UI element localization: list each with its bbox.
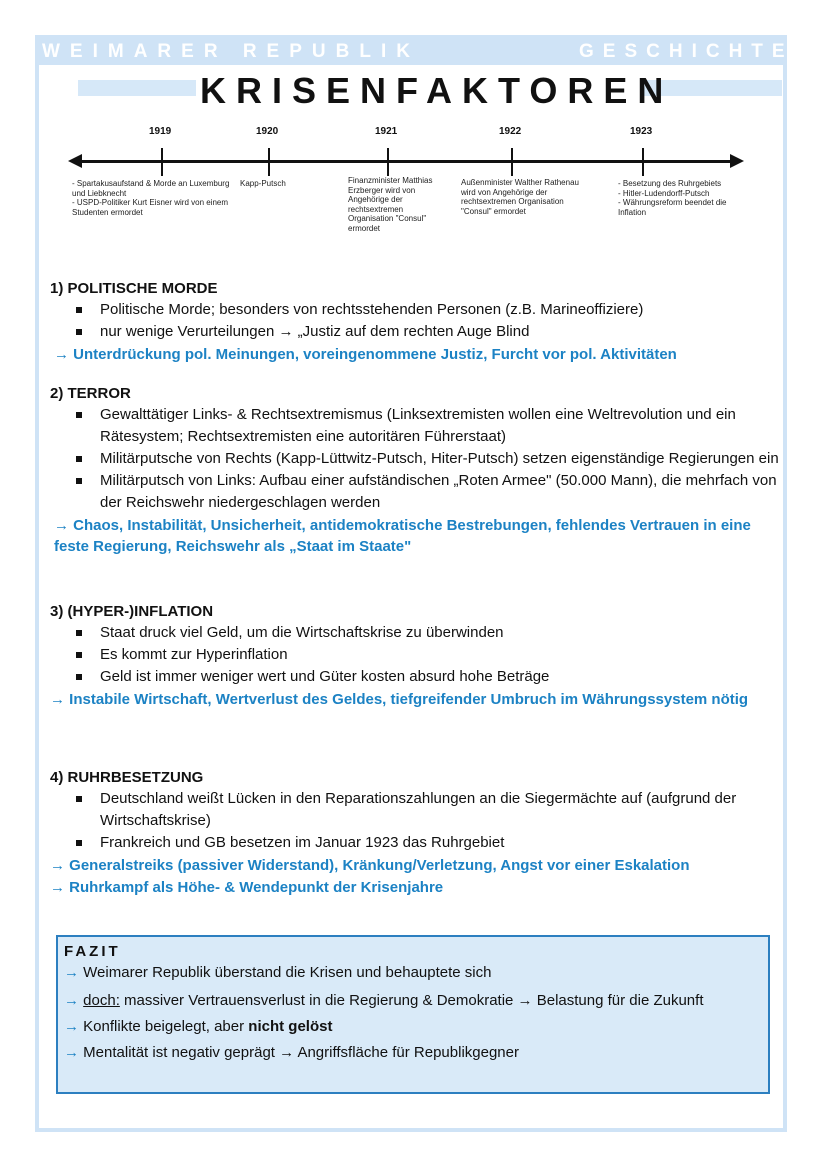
list-item: Politische Morde; besonders von rechtsstehenden Personen (z.B. Marineoffiziere) bbox=[100, 299, 780, 321]
timeline-note-1922: Außenminister Walther Rathenau wird von Angehörige der rechtsextremen Organisation "Consul" ermordet bbox=[461, 178, 579, 216]
fazit-line bbox=[64, 1014, 762, 1040]
timeline-tick bbox=[387, 148, 389, 176]
timeline-tick bbox=[642, 148, 644, 176]
page-title: KRISENFAKTOREN bbox=[200, 70, 674, 111]
list-item: Militärputsch von Links: Aufbau einer aufständischen „Roten Armee" (50.000 Mann), die mehrfach von der Reichswehr niedergeschlagen werden bbox=[100, 470, 800, 514]
fazit-text: Weimarer Republik überstand die Krisen und behauptete sich bbox=[83, 964, 492, 981]
list-item: Militärputsche von Rechts (Kapp-Lüttwitz-Putsch, Hiter-Putsch) setzen eigenständige Regierungen ein bbox=[100, 448, 800, 470]
list-item: Staat druck viel Geld, um die Wirtschaftskrise zu überwinden bbox=[100, 622, 780, 644]
section-inflation bbox=[50, 603, 780, 710]
fazit-emphasis: doch: bbox=[83, 992, 120, 1009]
timeline-year: 1920 bbox=[256, 126, 279, 137]
timeline-note-1919: - Spartakusaufstand & Morde an Luxemburg und Liebknecht - USPD-Politiker Kurt Eisner wird von einem Studenten ermordet bbox=[72, 179, 230, 217]
timeline-year: 1921 bbox=[375, 126, 398, 137]
timeline-tick bbox=[511, 148, 513, 176]
list-item: Gewalttätiger Links- & Rechtsextremismus (Linksextremisten wollen eine Weltrevolution und ein Rätesystem; Rechtsextremisten eine autoritären Führerstaat) bbox=[100, 404, 800, 448]
timeline-year: 1919 bbox=[149, 126, 172, 137]
section-terror bbox=[50, 385, 780, 557]
fazit-text: massiver Vertrauensverlust in die Regierung & Demokratie → Belastung für die Zukunft bbox=[119, 992, 704, 1009]
section-title: 1) POLITISCHE MORDE bbox=[50, 280, 218, 297]
list-item: nur wenige Verurteilungen → „Justiz auf dem rechten Auge Blind bbox=[100, 321, 780, 343]
section-conclusion: → Instabile Wirtschaft, Wertverlust des Geldes, tiefgreifender Umbruch im Währungssystem nötig bbox=[50, 691, 749, 708]
header-subject: WEIMARER REPUBLIK bbox=[42, 41, 420, 62]
list-item: Deutschland weißt Lücken in den Reparationszahlungen an die Siegermächte auf (aufgrund der Wirtschaftskrise) bbox=[100, 788, 800, 832]
section-conclusion: → Chaos, Instabilität, Unsicherheit, antidemokratische Bestrebungen, fehlendes Vertrauen in eine feste Regierung, Reichswehr als „Staat im Staate" bbox=[54, 517, 751, 555]
fazit-bold: nicht gelöst bbox=[248, 1018, 333, 1035]
timeline-tick bbox=[161, 148, 163, 176]
bullet-list bbox=[50, 622, 780, 688]
list-item: Geld ist immer weniger wert und Güter kosten absurd hohe Beträge bbox=[100, 666, 780, 688]
section-title: 3) (HYPER-)INFLATION bbox=[50, 603, 214, 620]
section-politische-morde bbox=[50, 280, 780, 365]
arrow-icon: → bbox=[64, 1044, 79, 1061]
section-conclusion: → Generalstreiks (passiver Widerstand), Kränkung/Verletzung, Angst vor einer Eskalation bbox=[50, 857, 690, 874]
timeline-year: 1923 bbox=[630, 126, 653, 137]
title-strip-left bbox=[78, 80, 196, 96]
timeline-year: 1922 bbox=[499, 126, 522, 137]
list-item: Frankreich und GB besetzen im Januar 1923 das Ruhrgebiet bbox=[100, 832, 800, 854]
section-title: 2) TERROR bbox=[50, 385, 131, 402]
fazit-text: Mentalität ist negativ geprägt → Angriffsfläche für Republikgegner bbox=[83, 1044, 519, 1061]
list-item: Es kommt zur Hyperinflation bbox=[100, 644, 780, 666]
fazit-line bbox=[64, 960, 762, 986]
timeline-arrow-left bbox=[68, 154, 82, 168]
arrow-icon: → bbox=[64, 992, 79, 1009]
bullet-list bbox=[50, 299, 780, 343]
section-ruhrbesetzung bbox=[50, 769, 780, 898]
arrow-icon: → bbox=[64, 1018, 79, 1035]
timeline-axis bbox=[75, 160, 735, 163]
fazit-box bbox=[56, 935, 770, 1094]
timeline-arrow-right bbox=[730, 154, 744, 168]
fazit-title: FAZIT bbox=[64, 943, 121, 960]
header-category: GESCHICHTE bbox=[579, 41, 794, 62]
arrow-icon: → bbox=[64, 964, 79, 981]
fazit-text: Konflikte beigelegt, aber bbox=[83, 1018, 249, 1035]
bullet-list bbox=[50, 788, 800, 854]
fazit-line bbox=[64, 990, 762, 1012]
section-conclusion: → Unterdrückung pol. Meinungen, voreingenommene Justiz, Furcht vor pol. Aktivitäten bbox=[54, 346, 677, 363]
bullet-list bbox=[50, 404, 800, 514]
section-title: 4) RUHRBESETZUNG bbox=[50, 769, 204, 786]
section-conclusion: → Ruhrkampf als Höhe- & Wendepunkt der Krisenjahre bbox=[50, 879, 444, 896]
fazit-line bbox=[64, 1040, 762, 1066]
timeline-note-1923: - Besetzung des Ruhrgebiets - Hitler-Ludendorff-Putsch - Währungsreform beendet die Inflation bbox=[618, 179, 727, 217]
timeline-tick bbox=[268, 148, 270, 176]
timeline-note-1921: Finanzminister Matthias Erzberger wird von Angehörige der rechtsextremen Organisation "Consul" ermordet bbox=[348, 176, 433, 233]
timeline-note-1920: Kapp-Putsch bbox=[240, 179, 286, 188]
timeline bbox=[60, 120, 760, 240]
